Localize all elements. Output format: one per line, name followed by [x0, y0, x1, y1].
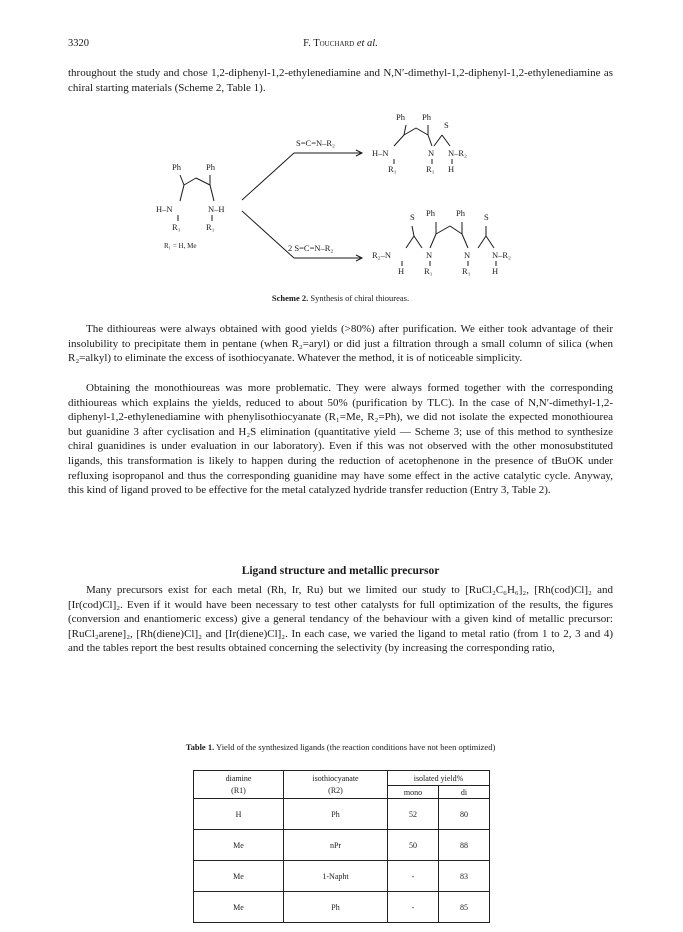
bond	[210, 185, 214, 201]
bond	[416, 128, 428, 135]
body-paragraph-1: The dithioureas were always obtained with good yields (>80%) after purification. We either took advantage of their insolubility to precipitate them in pentane (when R₂=aryl) or did just a filtration through a small column of silica (when R₂=alkyl) to eliminate the excess of isothiocyanate. Whatever the method, it is of noticeable simplicity.	[68, 323, 613, 365]
header-yield: isolated yield%	[388, 771, 490, 786]
cell-diamine: Me	[194, 830, 284, 861]
header-isothiocyanate-label: isothiocyanate	[312, 774, 359, 783]
table-caption	[68, 742, 613, 752]
n-label: N	[428, 148, 435, 158]
bond	[486, 236, 494, 248]
cell-isothiocyanate: Ph	[284, 799, 388, 830]
bond	[462, 234, 468, 248]
running-head-author: F. Touchard	[303, 38, 355, 49]
table-row	[194, 861, 490, 892]
reaction-arrow-bottom	[242, 211, 294, 258]
bond	[478, 236, 486, 248]
ph-label: Ph	[426, 208, 435, 218]
reagent-bottom: 2 S=C=N–R₂	[288, 243, 334, 253]
s-label: S	[444, 120, 449, 130]
header-diamine-sub: (R1)	[231, 786, 246, 795]
cell-diamine: Me	[194, 892, 284, 923]
cell-isothiocyanate: 1-Napht	[284, 861, 388, 892]
header-isothiocyanate	[284, 771, 388, 799]
page-number: 3320	[68, 38, 89, 49]
r1-label: R₁	[462, 266, 471, 276]
body-paragraph-2: Obtaining the monothioureas was more problematic. They were always formed together with the corresponding dithioureas which explains the yields, reduced to about 50% (purification by TLC). In the case of N,N′-dimethyl-1,2-diphenyl-1,2-ethylenediamine with phenylisothiocyanate (R₁=Me, R₂=Ph), we did not isolate the expected monothiourea but guanidine 3 after cyclisation and H₂S elimination (quantitative yield — Scheme 3; use of this method to synthesize chiral guanidines is under evaluation in our laboratory). Even if this was not observed with the other monosubstituted ligands, this transformation is likely to happen during the reduction of acetophenone in the presence of tBuOK under refluxing isopropanol and thus the corresponding guanidine may have some effect in the active catalytic cycle. Anyway, this kind of ligand proved to be effective for the metal catalyzed hydride transfer reduction (Entry 3, Table 2).	[68, 382, 613, 497]
running-head	[68, 38, 613, 49]
diamine-structure	[156, 162, 225, 250]
page-header	[68, 38, 613, 52]
cell-isothiocyanate: nPr	[284, 830, 388, 861]
bond	[180, 175, 184, 185]
h-n-label: H–N	[372, 148, 389, 158]
r1-label: R₁	[424, 266, 433, 276]
header-di: di	[439, 786, 490, 799]
r2-n-label: R₂–N	[372, 250, 392, 260]
bond	[406, 236, 414, 248]
table-row	[194, 830, 490, 861]
n-h-label: N–H	[208, 204, 225, 214]
table-row	[194, 892, 490, 923]
table-row	[194, 799, 490, 830]
r1-label: R₁	[206, 222, 215, 232]
r1-label: R₁	[426, 164, 435, 174]
h-n-label: H–N	[156, 204, 173, 214]
r1-label: R₁	[172, 222, 181, 232]
header-diamine-label: diamine	[225, 774, 252, 783]
scheme-caption-text: Synthesis of chiral thioureas.	[310, 293, 410, 303]
n-r2-label: N–R₂	[448, 148, 468, 158]
header-diamine	[194, 771, 284, 799]
n-label: N	[426, 250, 433, 260]
h-label: H	[448, 164, 455, 174]
n-r2-label: N–R₂	[492, 250, 512, 260]
cell-diamine: H	[194, 799, 284, 830]
bond	[196, 178, 210, 185]
section-paragraph: Many precursors exist for each metal (Rh, Ir, Ru) but we limited our study to [RuCl₂C₆H₆]₂, [Rh(cod)Cl]₂ and [Ir(cod)Cl]₂. Even if it would have been necessary to test other catalysts for full optimization of the results, the figures (conversion and enantiomeric excess) give a general tendancy of the behaviour with a given kind of metallic precursor: [RuCl₂arene]₂, [Rh(diene)Cl]₂ and [Ir(diene)Cl]₂. In each case, we varied the ligand to metal ratio (from 1 to 2, 3 and 4) and the tables report the best results obtained concerning the selectivity (by increasing the corresponding ratio,	[68, 584, 613, 655]
ph-label: Ph	[172, 162, 181, 172]
bond	[436, 226, 450, 234]
h-label: H	[492, 266, 499, 276]
cell-di: 80	[439, 799, 490, 830]
cell-isothiocyanate: Ph	[284, 892, 388, 923]
header-isothiocyanate-sub: (R2)	[328, 786, 343, 795]
r1-note: R₁ = H, Me	[164, 242, 197, 250]
bond	[184, 178, 196, 185]
monothiourea-structure	[372, 112, 467, 174]
table-caption-label: Table 1.	[185, 742, 215, 752]
ph-label: Ph	[396, 112, 405, 122]
table-caption-text: Yield of the synthesized ligands (the reaction conditions have not been optimized)	[216, 742, 496, 752]
dithiourea-structure	[372, 208, 511, 276]
header-mono: mono	[388, 786, 439, 799]
cell-mono: -	[388, 861, 439, 892]
bond	[430, 234, 436, 248]
bond	[412, 226, 414, 236]
cell-mono: 52	[388, 799, 439, 830]
scheme-caption	[68, 293, 613, 303]
cell-di: 83	[439, 861, 490, 892]
bond	[404, 128, 416, 135]
scheme-2-diagram	[150, 108, 530, 288]
h-label: H	[398, 266, 405, 276]
section-heading: Ligand structure and metallic precursor	[241, 565, 440, 577]
cell-di: 88	[439, 830, 490, 861]
n-label: N	[464, 250, 471, 260]
running-head-etal: et al.	[356, 38, 378, 49]
cell-di: 85	[439, 892, 490, 923]
ph-label: Ph	[422, 112, 431, 122]
ph-label: Ph	[456, 208, 465, 218]
table-1	[193, 770, 490, 923]
bond	[414, 236, 422, 248]
reagent-top: S=C=N–R₂	[296, 138, 336, 148]
cell-diamine: Me	[194, 861, 284, 892]
scheme-caption-label: Scheme 2.	[271, 293, 309, 303]
bond	[180, 185, 184, 201]
bond	[394, 135, 404, 146]
reaction-arrow-top	[242, 153, 294, 200]
s-label: S	[484, 212, 489, 222]
cell-mono: -	[388, 892, 439, 923]
bond	[450, 226, 462, 234]
r1-label: R₁	[388, 164, 397, 174]
intro-paragraph: throughout the study and chose 1,2-diphenyl-1,2-ethylenediamine and N,N′-dimethyl-1,2-diphenyl-1,2-ethylenediamine as chiral starting materials (Scheme 2, Table 1).	[68, 67, 613, 94]
ph-label: Ph	[206, 162, 215, 172]
bond	[428, 135, 432, 146]
cell-mono: 50	[388, 830, 439, 861]
bond	[434, 135, 442, 146]
s-label: S	[410, 212, 415, 222]
bond	[442, 135, 450, 146]
